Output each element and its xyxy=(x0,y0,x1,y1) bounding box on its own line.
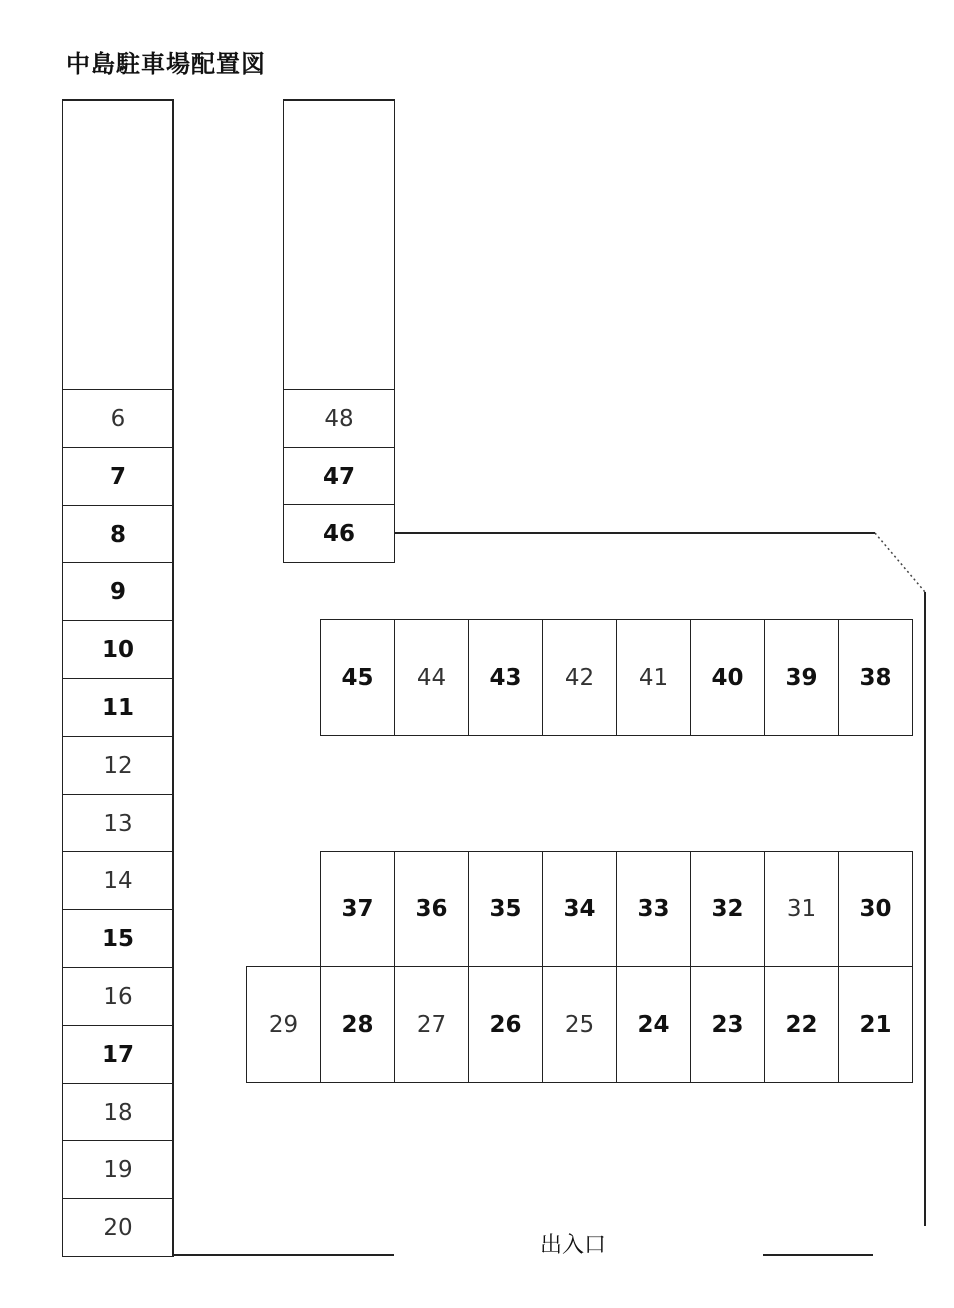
parking-slot-45: 45 xyxy=(320,619,395,736)
entrance-label: 出入口 xyxy=(540,1233,607,1258)
parking-slot-32: 32 xyxy=(690,851,765,967)
parking-slot-42: 42 xyxy=(542,619,617,736)
parking-slot-47: 47 xyxy=(283,447,395,506)
parking-slot-20: 20 xyxy=(62,1198,174,1257)
parking-slot-23: 23 xyxy=(690,966,765,1083)
parking-slot-33: 33 xyxy=(616,851,691,967)
parking-slot-29: 29 xyxy=(246,966,321,1083)
parking-slot-26: 26 xyxy=(468,966,543,1083)
parking-slot-9: 9 xyxy=(62,562,174,621)
parking-slot-35: 35 xyxy=(468,851,543,967)
parking-slot-40: 40 xyxy=(690,619,765,736)
parking-slot-19: 19 xyxy=(62,1140,174,1199)
parking-slot-6: 6 xyxy=(62,389,174,448)
parking-slot-13: 13 xyxy=(62,794,174,853)
parking-slot-7: 7 xyxy=(62,447,174,506)
parking-slot-22: 22 xyxy=(764,966,839,1083)
parking-slot-12: 12 xyxy=(62,736,174,795)
parking-slot-36: 36 xyxy=(394,851,469,967)
parking-slot-30: 30 xyxy=(838,851,913,967)
parking-slot-8: 8 xyxy=(62,505,174,564)
parking-slot-14: 14 xyxy=(62,851,174,910)
parking-slot-27: 27 xyxy=(394,966,469,1083)
parking-slot-24: 24 xyxy=(616,966,691,1083)
parking-slot-34: 34 xyxy=(542,851,617,967)
parking-slot-31: 31 xyxy=(764,851,839,967)
parking-slot-18: 18 xyxy=(62,1083,174,1142)
parking-slot-41: 41 xyxy=(616,619,691,736)
parking-slot-43: 43 xyxy=(468,619,543,736)
parking-slot-15: 15 xyxy=(62,909,174,968)
parking-slot-16: 16 xyxy=(62,967,174,1026)
parking-slot-44: 44 xyxy=(394,619,469,736)
parking-slot-21: 21 xyxy=(838,966,913,1083)
parking-slot-11: 11 xyxy=(62,678,174,737)
parking-slot-28: 28 xyxy=(320,966,395,1083)
parking-slot-25: 25 xyxy=(542,966,617,1083)
parking-slot-38: 38 xyxy=(838,619,913,736)
parking-slot-17: 17 xyxy=(62,1025,174,1084)
parking-slot-48: 48 xyxy=(283,389,395,448)
parking-slot-10: 10 xyxy=(62,620,174,679)
map-title: 中島駐車場配置図 xyxy=(66,50,266,78)
parking-slot-39: 39 xyxy=(764,619,839,736)
parking-slot-37: 37 xyxy=(320,851,395,967)
parking-slot-46: 46 xyxy=(283,504,395,563)
